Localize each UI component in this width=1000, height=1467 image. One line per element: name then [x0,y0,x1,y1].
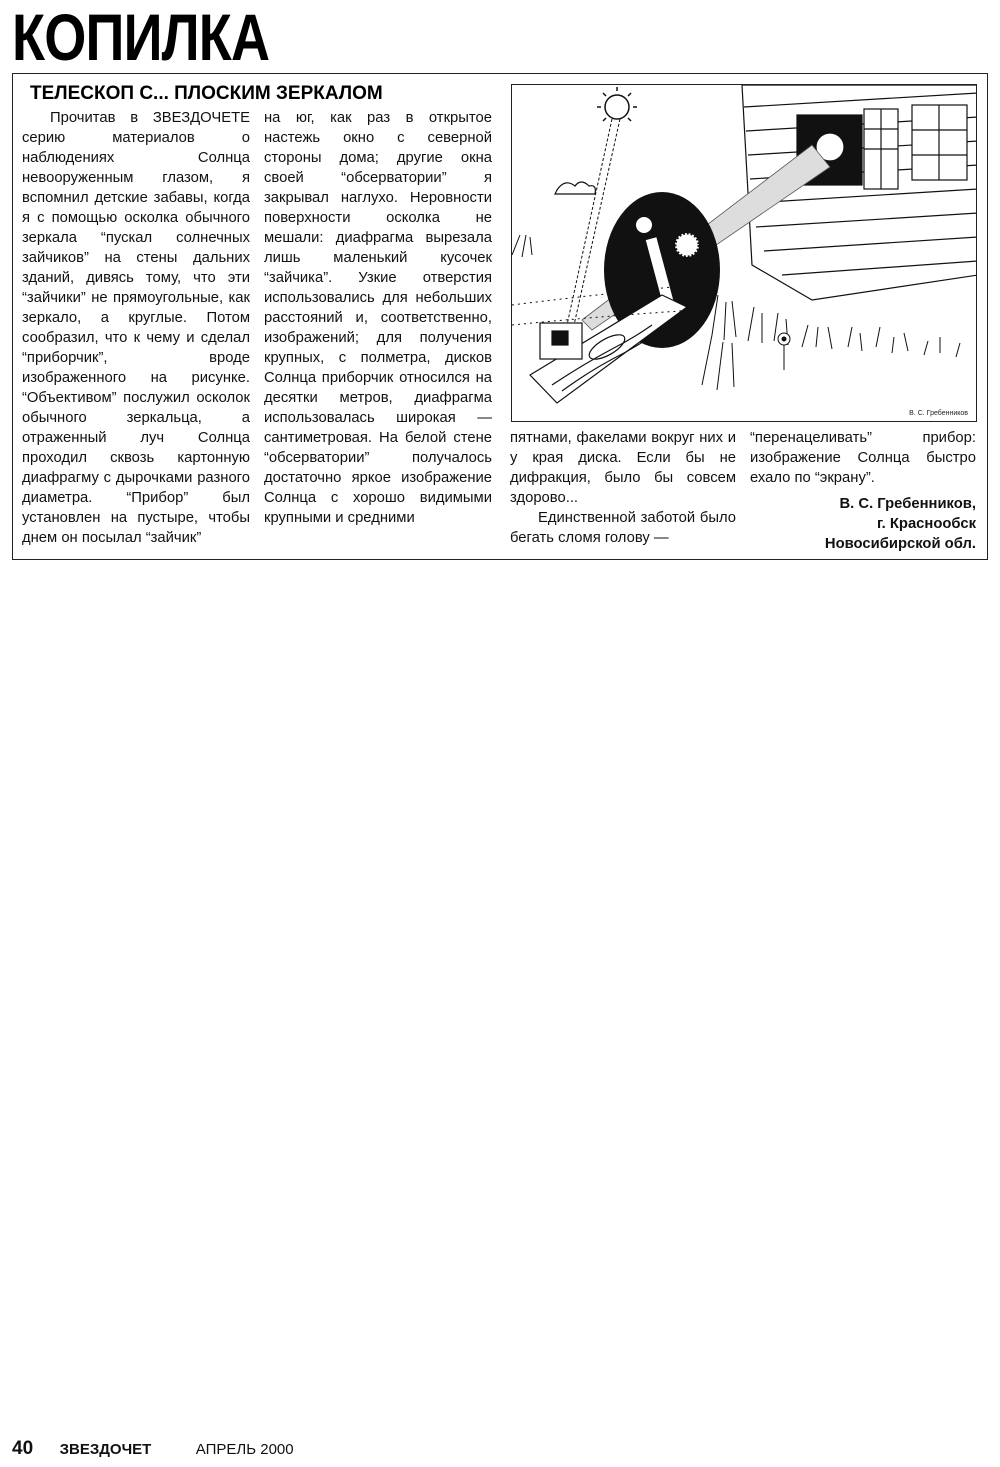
cloud-icon [555,182,595,194]
author-signature [750,494,976,553]
author-region: Новосибирской обл. [824,536,976,552]
article-headline: ТЕЛЕСКОП С... ПЛОСКИМ ЗЕРКАЛОМ [30,83,383,104]
pinhole-device-drawing [512,85,977,422]
author-name: В. С. Гребенников, [839,496,976,512]
article-column-4 [750,428,976,553]
page-number: 40 [12,1438,34,1459]
column-3-text: пятнами, факелами вокруг них и у края диска. Если бы не дифракция, было бы совсем здорово... [510,430,736,506]
incoming-sunbeam [567,119,612,325]
column-1-text: Прочитав в ЗВЕЗДОЧЕТЕ серию материалов о наблюдениях Солнца невооруженным глазом, я вспомнил детские забавы, когда я с помощью осколка обычного зеркала “пускал солнечных зайчиков” на стены дальних зданий, дивясь тому, что эти “зайчики” не прямоугольные, как зеркало, а круглые. Потом сообразил, что к чему и сделал “приборчик”, вроде изображенного на рисунке. “Объективом” послужил осколок обычного зеркальца, а отраженный луч Солнца проходил сквозь картонную диафрагму с дырочками разного диаметра. “Прибор” был установлен на пустыре, чтобы днем он посылал “зайчик” [22,110,250,546]
flower-icon [778,333,790,370]
section-title: КОПИЛКА [12,0,270,74]
article-illustration [511,84,977,422]
illustration-credit: В. С. Гребенников [909,410,968,417]
article-column-1 [22,108,250,553]
issue-date: АПРЕЛЬ 2000 [195,1441,294,1458]
column-4-text: “перенацеливать” прибор: изображение Солнца быстро ехало по “экрану”. [750,430,976,486]
column-3-paragraph-2: Единственной заботой было бегать сломя голову — [510,510,736,546]
author-city: г. Краснообск [876,516,976,532]
article-column-2 [264,108,492,553]
article-column-3 [510,428,736,553]
page-footer [12,1438,294,1462]
magazine-name: ЗВЕЗДОЧЕТ [59,1441,152,1458]
sun-icon [597,87,637,121]
column-2-text: на юг, как раз в открытое настежь окно с северной стороны дома; другие окна своей “обсерватории” я закрывал наглухо. Неровности поверхности осколка не мешали: диафрагма вырезала лишь маленький кусочек “зайчика”. Узкие отверстия использовались для небольших расстояний и, соответственно, изображений; для получения крупных, с полметра, дисков Солнца приборчик относился на десятки метров, диафрагма использовалась широкая — сантиметровая. На белой стене “обсерватории” получалось достаточно яркое изображение Солнца с хорошо видимыми крупными и средними [264,110,492,526]
